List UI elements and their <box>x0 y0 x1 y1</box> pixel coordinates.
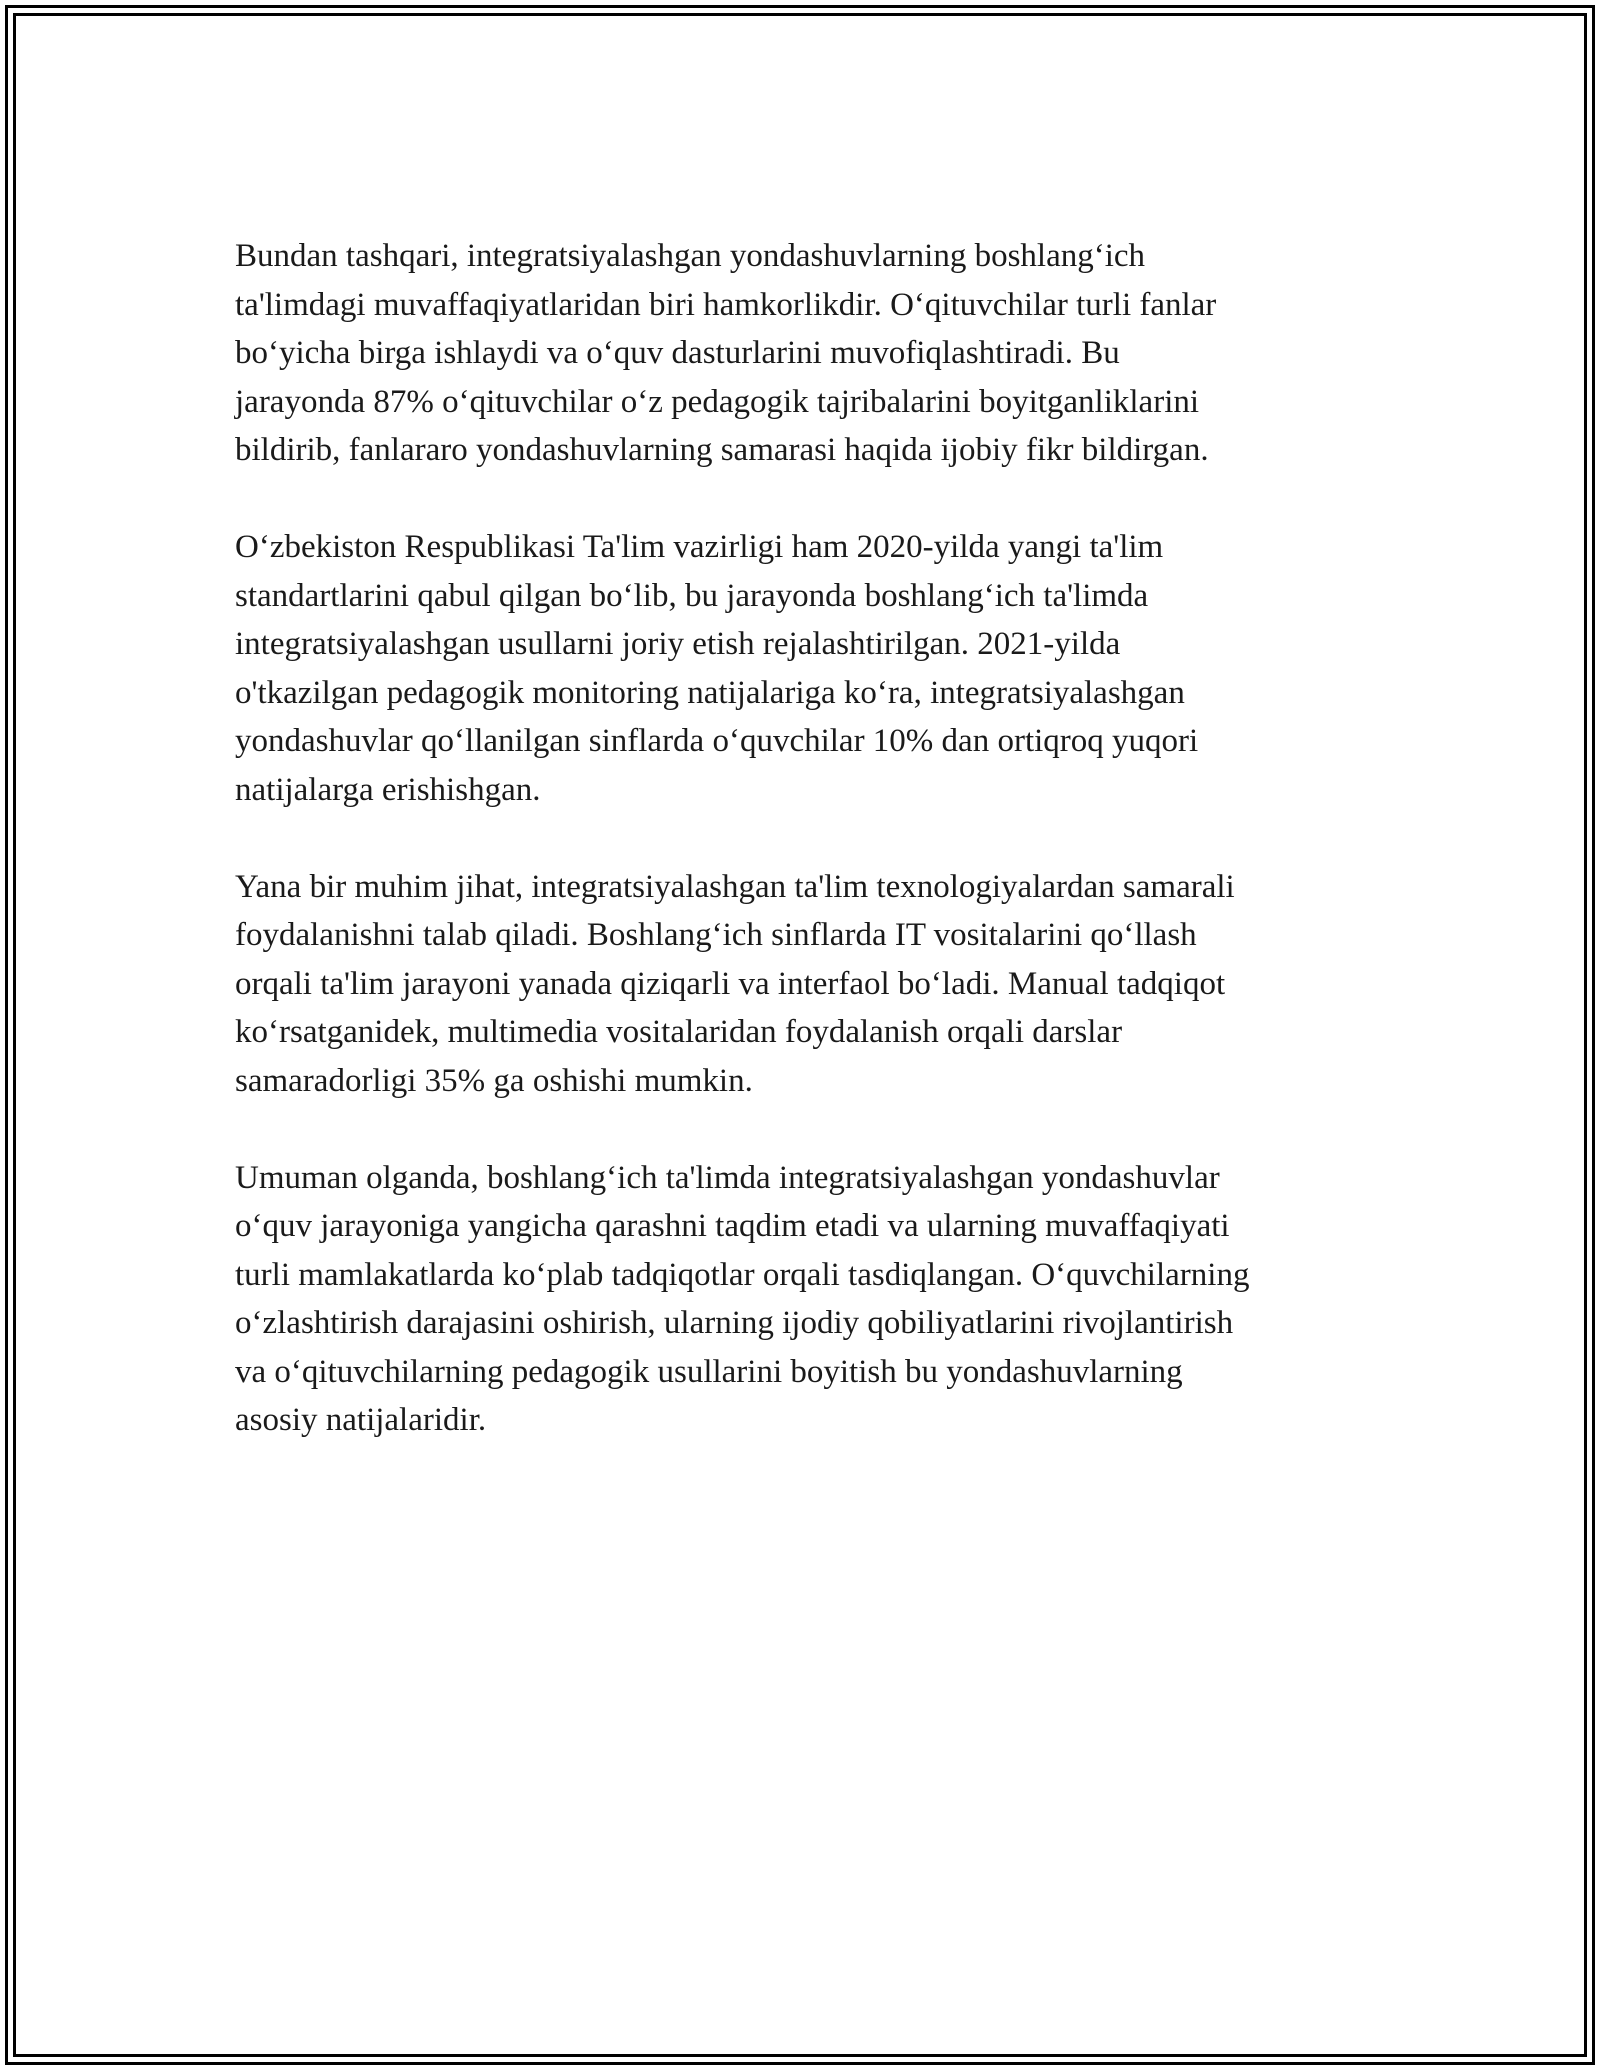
text-line: va o‘qituvchilarning pedagogik usullarini boyitish bu yondashuvlarning <box>235 1353 1183 1390</box>
paragraph-collaboration <box>235 232 1395 475</box>
text-line: ko‘rsatganidek, multimedia vositalaridan foydalanish orqali darslar <box>235 1014 1123 1050</box>
text-line: o‘quv jarayoniga yangicha qarashni taqdim etadi va ularning muvaffaqiyati <box>235 1208 1230 1244</box>
text-line: standartlarini qabul qilgan bo‘lib, bu jarayonda boshlang‘ich ta'limda <box>235 577 1149 614</box>
document-body <box>235 232 1395 1493</box>
text-line: jarayonda 87% o‘qituvchilar o‘z pedagogik tajribalarini boyitganliklarini <box>235 383 1200 420</box>
text-line: bo‘yicha birga ishlaydi va o‘quv dasturlarini muvofiqlashtiradi. Bu <box>235 335 1120 371</box>
text-line: bildirib, fanlararo yondashuvlarning samarasi haqida ijobiy fikr bildirgan. <box>235 432 1209 468</box>
text-line: yondashuvlar qo‘llanilgan sinflarda o‘quvchilar 10% dan ortiqroq yuqori <box>235 723 1199 759</box>
paragraph-conclusion <box>235 1154 1395 1445</box>
text-line: ta'limdagi muvaffaqiyatlaridan biri hamkorlikdir. O‘qituvchilar turli fanlar <box>235 286 1217 323</box>
text-line: Yana bir muhim jihat, integratsiyalashgan ta'lim texnologiyalardan samarali <box>235 868 1235 905</box>
text-line: o'tkazilgan pedagogik monitoring natijalariga ko‘ra, integratsiyalashgan <box>235 674 1185 711</box>
text-line: o‘zlashtirish darajasini oshirish, ularning ijodiy qobiliyatlarini rivojlantirish <box>235 1305 1234 1341</box>
paragraph-technology <box>235 863 1395 1106</box>
text-line: integratsiyalashgan usullarni joriy etish rejalashtirilgan. 2021-yilda <box>235 626 1121 662</box>
paragraph-ministry-standards <box>235 523 1395 814</box>
text-line: natijalarga erishishgan. <box>235 771 541 808</box>
text-line: Bundan tashqari, integratsiyalashgan yondashuvlarning boshlang‘ich <box>235 238 1146 274</box>
text-line: turli mamlakatlarda ko‘plab tadqiqotlar orqali tasdiqlangan. O‘quvchilarning <box>235 1256 1250 1293</box>
text-line: Umuman olganda, boshlang‘ich ta'limda integratsiyalashgan yondashuvlar <box>235 1159 1220 1196</box>
text-line: O‘zbekiston Respublikasi Ta'lim vazirligi ham 2020-yilda yangi ta'lim <box>235 529 1164 565</box>
text-line: asosiy natijalaridir. <box>235 1402 487 1438</box>
text-line: samaradorligi 35% ga oshishi mumkin. <box>235 1062 753 1099</box>
text-line: orqali ta'lim jarayoni yanada qiziqarli va interfaol bo‘ladi. Manual tadqiqot <box>235 965 1226 1002</box>
text-line: foydalanishni talab qiladi. Boshlang‘ich sinflarda IT vositalarini qo‘llash <box>235 917 1197 953</box>
